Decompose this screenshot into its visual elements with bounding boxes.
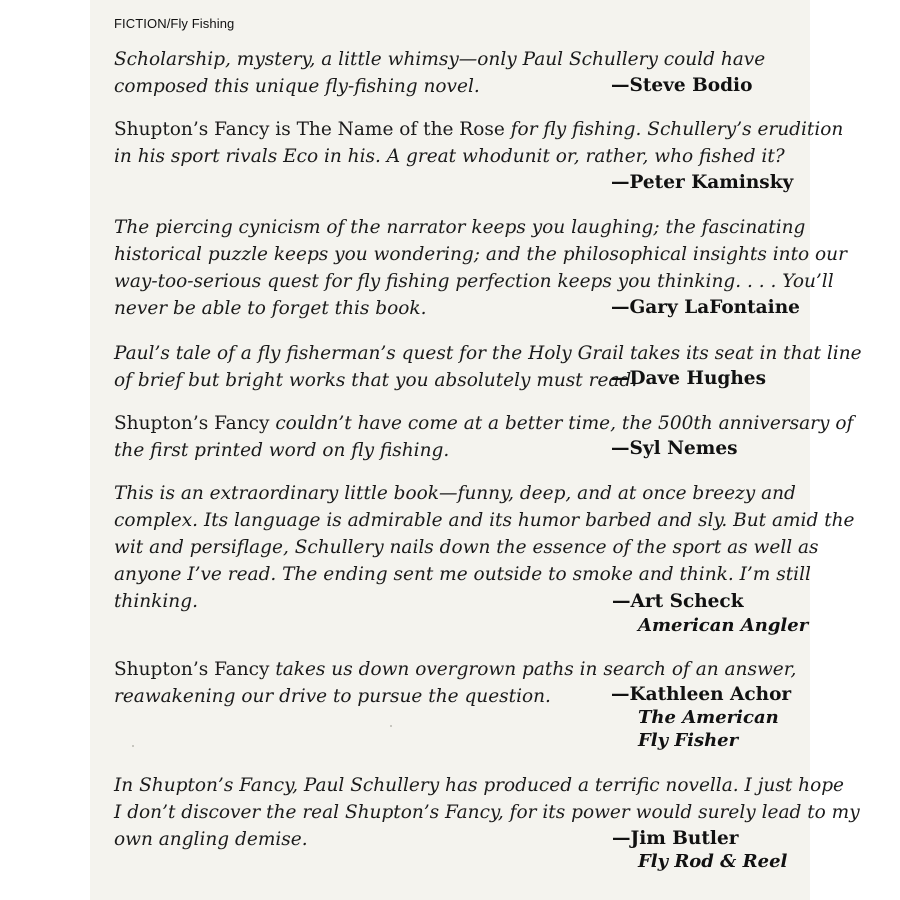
italic-text-run: In Shupton’s Fancy,: [114, 775, 304, 796]
paper-speck: [132, 745, 134, 747]
blurb-2-attribution: —Peter Kaminsky: [611, 172, 794, 193]
blurb-5-attribution: —Syl Nemes: [611, 438, 738, 459]
italic-text-run: I don’t discover the real Shupton’s Fancy, for its power would surely lead to my: [114, 802, 860, 823]
italic-text-run: never be able to forget this book.: [114, 298, 427, 319]
blurb-line: [114, 772, 845, 799]
italic-text-run: own angling demise.: [114, 829, 308, 850]
blurb-line: [114, 143, 806, 170]
italic-text-run: for fly fishing. Schullery’s erudition: [510, 119, 844, 140]
blurb-2-text: [114, 116, 844, 170]
blurb-line: [114, 534, 819, 561]
blurb-line: [114, 214, 806, 241]
blurb-6-publication: American Angler: [638, 615, 809, 636]
italic-text-run: the first printed word on fly fishing.: [114, 440, 450, 461]
blurb-8-attribution: —Jim Butler: [612, 828, 739, 849]
italic-text-run: way-too-serious quest for fly fishing perfection keeps you thinking. . . . You’ll: [114, 271, 834, 292]
italic-text-run: complex. Its language is admirable and its humor barbed and sly. But amid the: [114, 510, 855, 531]
blurb-line: [114, 241, 847, 268]
blurb-line: [114, 799, 860, 826]
italic-text-run: reawakening our drive to pursue the question.: [114, 686, 551, 707]
blurb-line: [114, 656, 806, 683]
blurb-7-publication-line-2: Fly Fisher: [638, 730, 739, 751]
italic-text-run: The piercing cynicism of the narrator keeps you laughing; the fascinating: [114, 217, 806, 238]
blurb-line: [114, 410, 854, 437]
blurb-line: [114, 268, 834, 295]
blurb-line: [114, 507, 855, 534]
blurb-line: [114, 46, 806, 73]
italic-text-run: anyone I’ve read. The ending sent me outside to smoke and think. I’m still: [114, 564, 811, 585]
italic-text-run: Scholarship, mystery, a little whimsy—only Paul Schullery could have: [114, 49, 766, 70]
blurb-7-publication-line-1: The American: [638, 707, 779, 728]
blurb-line: [114, 561, 811, 588]
italic-text-run: This is an extraordinary little book—funny, deep, and at once breezy and: [114, 483, 796, 504]
italic-text-run: couldn’t have come at a better time, the 500th anniversary of: [275, 413, 854, 434]
italic-text-run: thinking.: [114, 591, 198, 612]
italic-text-run: composed this unique fly-fishing novel.: [114, 76, 480, 97]
roman-text-run: Shupton’s Fancy: [114, 413, 276, 434]
blurb-3-attribution: —Gary LaFontaine: [611, 297, 800, 318]
blurb-6-attribution: —Art Scheck: [612, 591, 744, 612]
blurb-7-attribution: —Kathleen Achor: [611, 684, 792, 705]
italic-text-run: Paul Schullery has produced a terrific novella. I just hope: [303, 775, 845, 796]
blurb-line: [114, 480, 806, 507]
italic-text-run: in his sport rivals Eco in his. A great whodunit or, rather, who fished it?: [114, 146, 785, 167]
blurb-line: [114, 340, 862, 367]
italic-text-run: Paul’s tale of a fly fisherman’s quest for the Holy Grail takes its seat in that line: [114, 343, 862, 364]
blurb-4-attribution: —Dave Hughes: [611, 368, 766, 389]
blurb-line: [114, 116, 844, 143]
italic-text-run: of brief but bright works that you absolutely must read.: [114, 370, 638, 391]
category-label: FICTION/Fly Fishing: [114, 16, 235, 31]
back-cover-page: [90, 0, 862, 900]
italic-text-run: wit and persiflage, Schullery nails down the essence of the sport as well as: [114, 537, 819, 558]
paper-speck: [390, 725, 392, 727]
blurb-8-publication: Fly Rod & Reel: [638, 851, 788, 872]
italic-text-run: historical puzzle keeps you wondering; and the philosophical insights into our: [114, 244, 847, 265]
italic-text-run: takes us down overgrown paths in search of an answer,: [275, 659, 797, 680]
blurb-1-attribution: —Steve Bodio: [611, 75, 753, 96]
roman-text-run: Shupton’s Fancy is The Name of the Rose: [114, 119, 511, 140]
roman-text-run: Shupton’s Fancy: [114, 659, 276, 680]
